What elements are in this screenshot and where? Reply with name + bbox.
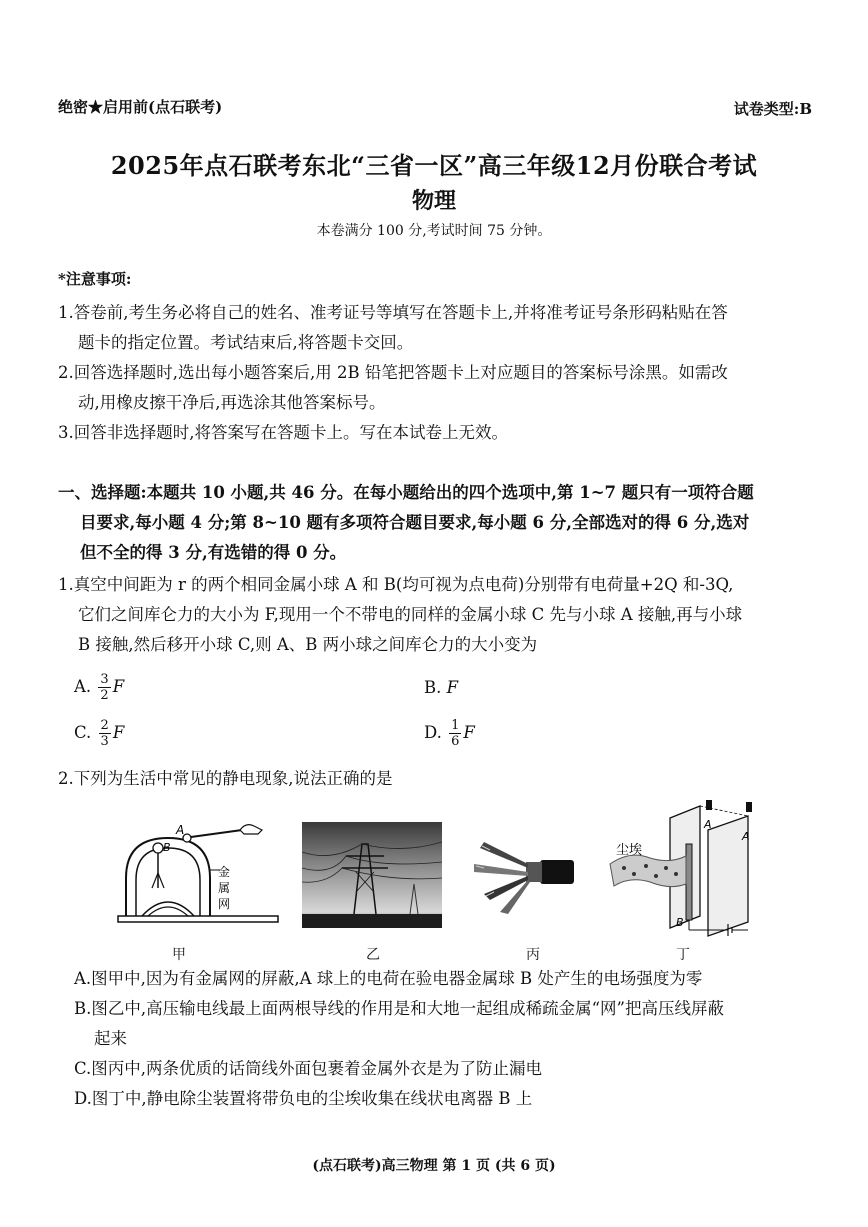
dust-label: 尘埃 (616, 843, 643, 858)
exam-subject: 物理 (411, 188, 456, 214)
caption-ding: 丁 (676, 947, 690, 963)
q1-option-c[interactable] (74, 718, 124, 749)
score-time-line: 本卷满分 100 分,考试时间 75 分钟。 (316, 223, 552, 239)
section-line: 目要求,每小题 4 分;第 8~10 题有多项符合题目要求,每小题 6 分,全部选对的得 6 分,选对 (80, 513, 750, 532)
fraction-numerator: 2 (100, 718, 109, 733)
q2-option-a[interactable]: A.图甲中,因为有金属网的屏蔽,A 球上的电荷在验电器金属球 B 处产生的电场强度为零 (74, 969, 703, 988)
figure-bing-cable (470, 838, 582, 918)
option-label: C. (74, 723, 92, 742)
figure-jia-electroscope (112, 818, 284, 928)
option-variable: F (112, 677, 125, 696)
q2-option-c[interactable]: C.图丙中,两条优质的话筒线外面包裹着金属外衣是为了防止漏电 (74, 1059, 543, 1078)
q2-options (74, 964, 834, 1114)
notice-heading: *注意事项: (58, 270, 132, 288)
q1-line: B 接触,然后移开小球 C,则 A、B 两小球之间库仑力的大小变为 (78, 635, 538, 654)
option-label: B. (424, 678, 442, 697)
notice-item: 2.回答选择题时,选出每小题答案后,用 2B 铅笔把答题卡上对应题目的答案标号涂黑。如需改 (58, 363, 728, 382)
notice-item: 动,用橡皮擦干净后,再选涂其他答案标号。 (78, 393, 386, 412)
q1-option-a[interactable] (74, 672, 124, 703)
fraction-denominator: 3 (100, 734, 109, 749)
fraction-denominator: 2 (100, 688, 109, 703)
option-variable: F (446, 678, 459, 697)
plate-label-a2: A (742, 830, 750, 843)
fraction (99, 718, 111, 749)
metal-net-label-3: 网 (218, 897, 231, 911)
question-1-stem (58, 570, 828, 660)
fraction-denominator: 6 (451, 734, 460, 749)
page-footer: (点石联考)高三物理 第 1 页 (共 6 页) (312, 1158, 556, 1174)
q1-line: 1.真空中间距为 r 的两个相同金属小球 A 和 B(均可视为点电荷)分别带有电荷量+2Q 和-3Q, (58, 575, 734, 594)
option-label: D. (424, 723, 442, 742)
option-label: A. (74, 677, 92, 696)
option-variable: F (463, 723, 475, 742)
fraction-numerator: 1 (451, 718, 460, 733)
figure-label-a: A (176, 823, 185, 837)
section-line: 但不全的得 3 分,有选错的得 0 分。 (80, 543, 347, 562)
q2-option-d[interactable]: D.图丁中,静电除尘装置将带负电的尘埃收集在线状电离器 B 上 (74, 1089, 533, 1108)
q1-option-b[interactable] (424, 678, 458, 697)
figure-ding-precipitator (600, 798, 770, 938)
notice-item: 1.答卷前,考生务必将自己的姓名、准考证号等填写在答题卡上,并将准考证号条形码粘贴在答 (58, 303, 728, 322)
caption-jia: 甲 (172, 947, 186, 963)
notice-item: 3.回答非选择题时,将答案写在答题卡上。写在本试卷上无效。 (58, 423, 508, 442)
q1-line: 它们之间库仑力的大小为 F,现用一个不带电的同样的金属小球 C 先与小球 A 接触,再与小球 (78, 605, 743, 624)
paper-type-label: 试卷类型:B (733, 100, 812, 118)
fraction (449, 718, 461, 749)
caption-bing: 丙 (526, 947, 540, 963)
exam-title: 2025年点石联考东北“三省一区”高三年级12月份联合考试 (110, 151, 758, 180)
fraction (98, 672, 110, 703)
figure-yi-power-tower (302, 822, 442, 928)
confidential-label: 绝密★启用前(点石联考) (58, 98, 223, 116)
metal-net-label-1: 金 (218, 865, 231, 879)
notice-item: 题卡的指定位置。考试结束后,将答题卡交回。 (78, 333, 414, 352)
caption-yi: 乙 (366, 947, 380, 963)
metal-net-label-2: 属 (218, 881, 231, 895)
plate-label-a1: A (704, 818, 712, 831)
q2-option-b-cont: 起来 (94, 1029, 127, 1048)
q2-option-b[interactable]: B.图乙中,高压输电线最上面两根导线的作用是和大地一起组成稀疏金属“网”把高压线屏蔽 (74, 999, 724, 1018)
electrode-label-b: B (676, 916, 684, 929)
notice-list (58, 298, 818, 448)
section-instructions (58, 478, 828, 568)
question-2-stem: 2.下列为生活中常见的静电现象,说法正确的是 (58, 769, 393, 788)
q1-option-d[interactable] (424, 718, 475, 749)
figure-label-b: B (163, 841, 171, 854)
fraction-numerator: 3 (100, 672, 109, 687)
section-line: 一、选择题:本题共 10 小题,共 46 分。在每小题给出的四个选项中,第 1~7 题只有一项符合题 (58, 483, 754, 502)
option-variable: F (112, 723, 125, 742)
